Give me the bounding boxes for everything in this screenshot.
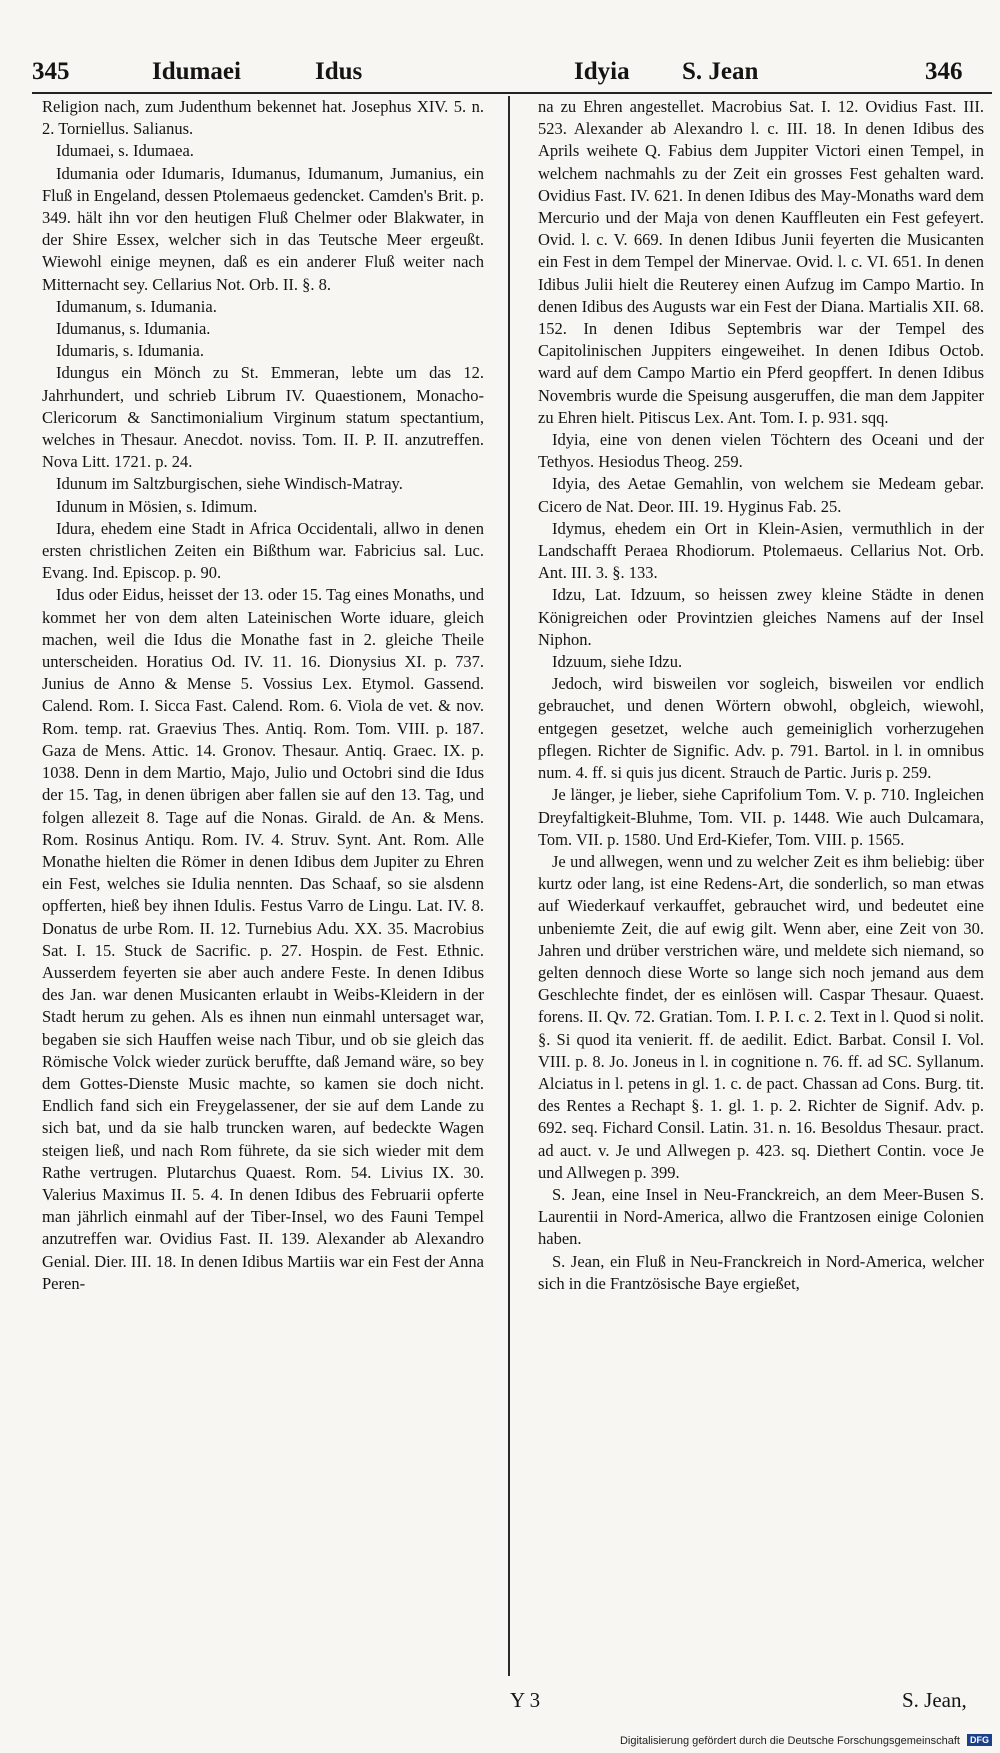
- dictionary-entry: Idura, ehedem eine Stadt in Africa Occidentali, allwo in denen ersten christlichen Zeiten ein Bißthum war. Fabricius sal. Luc. Evang. Ind. Episcop. p. 90.: [42, 518, 484, 583]
- page-header: [32, 52, 992, 94]
- dictionary-entry: Religion nach, zum Judenthum bekennet hat. Josephus XIV. 5. n. 2. Torniellus. Salianus.: [42, 97, 484, 139]
- footer-text: Digitalisierung gefördert durch die Deutsche Forschungsgemeinschaft: [619, 1735, 960, 1747]
- dictionary-entry: Idumanus, s. Idumania.: [56, 319, 211, 339]
- left-catchword-1: Idumaei: [152, 58, 241, 85]
- digitization-footer: [620, 1734, 992, 1747]
- left-catchword-2: Idus: [315, 58, 363, 85]
- text-columns: [32, 96, 992, 1681]
- dictionary-entry: Idus oder Eidus, heisset der 13. oder 15. Tag eines Monaths, und kommet her von dem alten Lateinischen Worte iduare, gleich machen, weil die Idus die Monathe fast in 2. gleiche Theile unterscheiden. Horatius Od. IV. 11. 16. Dionysius XI. p. 737. Junius de Anno & Mense 5. Vossius Lex. Etymol. Gassend. Calend. Rom. I. Sicca Fast. Calend. Rom. 6. Viola de vet. & nov. Rom. temp. rat. Graevius Thes. Antiq. Rom. Tom. VIII. p. 187. Gaza de Mens. Attic. 14. Gronov. Thesaur. Antiq. Graec. IX. p. 1038. Denn in dem Martio, Majo, Julio und Octobri sind die Idus der 15. Tag, in denen übrigen aber fallen sie auf den 13. Tag, und folgen allezeit 8. Tage auf die Nonas. Girald. de An. & Mens. Rom. Rosinus Antiqu. Rom. IV. 4. Struv. Synt. Ant. Rom. Alle Monathe hielten die Römer in denen Idibus dem Jupiter zu Ehren ein Fest, welches sie Idulia nennten. Das Schaaf, so sie alsdenn opfferten, hieß bey ihnen Idulis. Festus Varro de Lingu. Lat. IV. 8. Donatus de urbe Rom. II. 12. Turnebius Adu. XX. 35. Macrobius Sat. I. 15. Stuck de Sacrific. p. 27. Hospin. de Fest. Ethnic. Ausserdem feyerten sie aber auch andere Feste. In denen Idibus des Jan. war denen Musicanten erlaubt in Weibs-Kleidern in der Stadt herum zu gehen. Als es ihnen nun einmahl untersaget war, begaben sie sich Hauffen weise nach Tibur, und ob sie gleich das Römische Volck wieder zurück beruffte, daß Jemand wäre, so bey dem Gottes-Dienste Music machte, so kamen sie doch nicht. Endlich fand sich ein Freygelassener, der sie auf dem Lande zu sich bat, und da sie halb truncken waren, auf bedeckte Wagen steigen ließ, und nach Rom führete, da sie sich wieder mit dem Rathe vertrugen. Plutarchus Quaest. Rom. 54. Livius IX. 30. Valerius Maximus II. 5. 4. In denen Idibus des Februarii opferte man jährlich einmahl auf der Tiber-Insel, wo des Fauni Tempel anzutreffen war. Ovidius Fast. II. 139. Alexander ab Alexandro Genial. Dier. III. 18. In denen Idibus Martiis war ein Fest der Anna Peren-: [42, 585, 484, 1293]
- dictionary-entry: Idumania oder Idumaris, Idumanus, Idumanum, Jumanius, ein Fluß in Engeland, dessen Ptolemaeus gedencket. Camden's Brit. p. 349. hält ihn vor den heutigen Fluß Chelmer oder Blakwater, in der Shire Essex, welcher sich in das Teutsche Meer ergeußt. Wiewohl einige meynen, daß es ein anderer Fluß weiter nach Mitternacht sey. Cellarius Not. Orb. II. §. 8.: [42, 163, 484, 294]
- dictionary-entry: Idunum im Saltzburgischen, siehe Windisch-Matray.: [56, 474, 403, 494]
- dfg-logo-icon: DFG: [967, 1734, 992, 1746]
- dictionary-entry: Idunum in Mösien, s. Idimum.: [56, 496, 258, 516]
- column-divider: [508, 96, 510, 1676]
- dictionary-entry: na zu Ehren angestellet. Macrobius Sat. I. 12. Ovidius Fast. III. 523. Alexander ab Alexandro l. c. III. 18. In denen Idibus des Aprils weihete Q. Fabius dem Juppiter Victori einen Tempel, in welchem nachmahls zu der Zeit ein grosses Fest gehalten ward. Ovidius Fast. IV. 621. In denen Idibus des May-Monaths ward dem Mercurio und der Maja von denen Kauffleuten ein Fest gefeyert. Ovid. l. c. V. 669. In denen Idibus Junii feyerten die Musicanten ein Fest in dem Tempel der Minervae. Ovid. l. c. VI. 651. In denen Idibus Julii hielt die Reuterey einen Aufzug im Campo Martio. In denen Idibus des Augusts war ein Fest der Diana. Martialis XII. 68. 152. In denen Idibus Septembris war der Tempel des Capitolinischen Juppiters eingeweihet. In denen Idibus Octob. ward auf dem Campo Martio ein Pferd geopffert. In denen Idibus Novembris wurde die Speisung ausgeruffen, die man dem Jappiter zu Ehren hielt. Pitiscus Lex. Ant. Tom. I. p. 931. sqq.: [538, 97, 984, 427]
- dictionary-entry: Idzuum, siehe Idzu.: [552, 652, 683, 672]
- dictionary-entry: Idzu, Lat. Idzuum, so heissen zwey kleine Städte in denen Königreichen oder Provintzien gleiches Namens auf der Insel Niphon.: [538, 585, 984, 649]
- dictionary-entry: Idumanum, s. Idumania.: [56, 296, 217, 316]
- dictionary-entry: Idyia, eine von denen vielen Töchtern des Oceani und der Tethyos. Hesiodus Theog. 259.: [538, 430, 984, 472]
- dictionary-page: [32, 52, 992, 1722]
- dictionary-entry: Jedoch, wird bisweilen vor sogleich, bisweilen vor endlich gebrauchet, und denen Wörtern obwohl, obgleich, wiewohl, entgegen gesetzet, welche auch gemeiniglich vorherzugehen pflegen. Richter de Signific. Adv. p. 791. Bartol. in l. in omnibus num. 4. ff. si quis jus dicent. Strauch de Partic. Juris p. 259.: [538, 674, 984, 783]
- left-page-number: 345: [32, 58, 70, 85]
- right-catchword-1: Idyia: [574, 58, 630, 85]
- dictionary-entry: S. Jean, ein Fluß in Neu-Franckreich in Nord-America, welcher sich in die Frantzösische Baye ergießet,: [538, 1251, 984, 1293]
- dictionary-entry: Je und allwegen, wenn und zu welcher Zeit es ihm beliebig: über kurtz oder lang, ist eine Redens-Art, die sonderlich, so man etwas auf Wiederkauf verkauffet, gebrauchet wird, und bedeutet eine unbeniemte Zeit, die auf ewig gilt. Wenn aber, eine Zeit von 30. Jahren und drüber verstrichen wäre, und meldete sich niemand, so gelten dennoch diese Worte so lange sich noch jemand aus dem Geschlechte findet, der es einlösen will. Caspar Thesaur. Quaest. forens. II. Qv. 72. Gratian. Tom. I. P. I. c. 2. Text in l. Quod si nolit. §. Si quod ita venierit. ff. de aedilit. Edict. Barbat. Consil I. Vol. VIII. p. 8. Jo. Joneus in l. in cognitione n. 76. ff. ad SC. Syllanum. Alciatus in l. petens in gl. 1. c. de pact. Chassan ad Cons. Burg. tit. des Rentes a Rechapt §. 1. gl. 1. p. 2. Richter de Signif. Adv. p. 692. seq. Fichard Consil. Latin. 31. n. 16. Besoldus Thesaur. pract. ad auct. v. Je und Allwegen p. 423. sq. Diethert Contin. voce Je und Allwegen p. 399.: [538, 851, 984, 1182]
- dictionary-entry: Je länger, je lieber, siehe Caprifolium Tom. V. p. 710. Ingleichen Dreyfaltigkeit-Bluhme, Tom. VII. p. 1448. Wie auch Dulcamara, Tom. VII. p. 1580. Und Erd-Kiefer, Tom. VIII. p. 1565.: [538, 785, 984, 849]
- dictionary-entry: Idungus ein Mönch zu St. Emmeran, lebte um das 12. Jahrhundert, und schrieb Librum IV. Quaestionem, Monacho-Clericorum & Sanctimonialium Virginum statum spectantium, welches in Thesaur. Anecdot. noviss. Tom. II. P. II. anzutreffen. Nova Litt. 1721. p. 24.: [42, 363, 484, 472]
- dictionary-entry: S. Jean, eine Insel in Neu-Franckreich, an dem Meer-Busen S. Laurentii in Nord-America, allwo die Frantzosen einige Colonien haben.: [538, 1184, 984, 1249]
- left-column: [42, 96, 484, 1681]
- dictionary-entry: Idumaris, s. Idumania.: [56, 341, 205, 361]
- right-page-number: 346: [925, 58, 963, 85]
- catchword-next-page: S. Jean,: [902, 1688, 967, 1712]
- dictionary-entry: Idumaei, s. Idumaea.: [56, 141, 194, 161]
- dictionary-entry: Idymus, ehedem ein Ort in Klein-Asien, vermuthlich in der Landschafft Peraea Rhodiorum. Ptolemaeus. Cellarius Not. Orb. Ant. III. 3. §. 133.: [538, 518, 984, 583]
- right-column: [538, 96, 984, 1681]
- dictionary-entry: Idyia, des Aetae Gemahlin, von welchem sie Medeam gebar. Cicero de Nat. Deor. III. 19. Hyginus Fab. 25.: [538, 474, 984, 516]
- right-catchword-2: S. Jean: [682, 58, 759, 85]
- signature-mark: Y 3: [510, 1688, 541, 1712]
